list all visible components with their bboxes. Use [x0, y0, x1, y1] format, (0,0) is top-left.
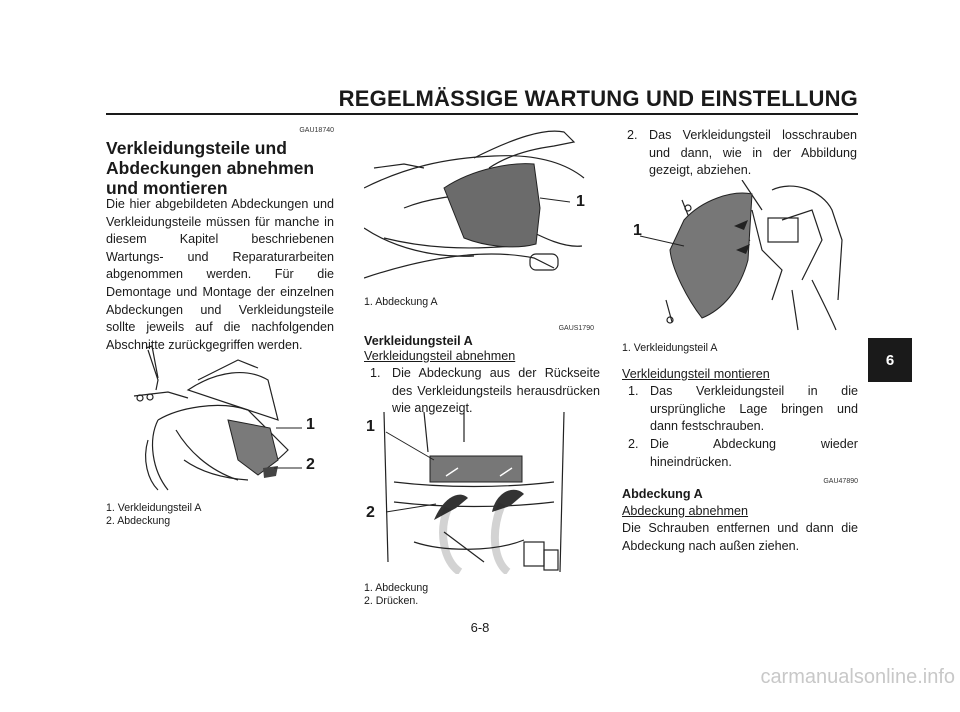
page-number: 6-8	[470, 620, 490, 635]
step-1	[628, 383, 858, 436]
callout-1: 1	[633, 222, 642, 239]
caption-line: 1. Abdeckung	[364, 582, 429, 594]
section-code: GAU18740	[299, 127, 334, 134]
step-text: Das Verkleidungsteil in die ursprüngliche Lage bringen und dann festschrauben.	[650, 384, 858, 434]
header-rule	[106, 113, 858, 115]
subheading: Abdeckung A	[622, 487, 703, 501]
figure-cover-a	[364, 128, 590, 286]
callout-1: 1	[576, 193, 585, 210]
figure-caption: 1. Abdeckung A	[364, 296, 438, 308]
step-2	[628, 436, 858, 471]
callout-1: 1	[366, 418, 375, 435]
page-header-title: REGELMÄSSIGE WARTUNG UND EINSTELLUNG	[338, 86, 858, 111]
subheading-underline: Verkleidungsteil montieren	[622, 367, 770, 381]
callout-1: 1	[306, 416, 315, 433]
figure-caption	[106, 502, 334, 528]
step-number: 1.	[370, 366, 381, 380]
caption-line: 1. Verkleidungsteil A	[106, 502, 202, 514]
step-1	[370, 365, 600, 418]
section-code: GAU47890	[823, 478, 858, 485]
step-text: Das Verkleidungsteil losschrauben und dann, wie in der Abbildung gezeigt, abziehen.	[649, 128, 857, 178]
subheading-underline: Verkleidungsteil abnehmen	[364, 349, 516, 363]
section-heading: Verkleidungsteile und Abdeckungen abnehmen und montieren	[106, 138, 315, 198]
step-text: Die Abdeckung wieder hineindrücken.	[650, 437, 858, 469]
callout-2: 2	[306, 456, 315, 473]
step-number: 2.	[627, 128, 638, 142]
section-body: Die Schrauben entfernen und dann die Abdeckung nach außen ziehen.	[622, 521, 858, 553]
caption-line: 2. Abdeckung	[106, 515, 171, 528]
caption-line: 2. Drücken.	[364, 595, 419, 608]
subheading-underline: Abdeckung abnehmen	[622, 504, 749, 518]
step-2	[627, 127, 857, 180]
figure-press-cover	[364, 412, 590, 574]
figure-caption	[364, 582, 594, 608]
section-code: GAUS1790	[558, 325, 594, 332]
figure-caption: 1. Verkleidungsteil A	[622, 342, 718, 354]
figure-remove-fairing	[622, 180, 858, 336]
figure-fairing-overview	[128, 340, 328, 498]
callout-2: 2	[366, 504, 375, 521]
watermark: carmanualsonline.info	[760, 666, 955, 688]
step-number: 2.	[628, 437, 639, 451]
step-text: Die Abdeckung aus der Rückseite des Verkleidungsteils herausdrücken wie angezeigt.	[392, 366, 600, 416]
chapter-tab[interactable]: 6	[868, 338, 912, 382]
subheading: Verkleidungsteil A	[364, 334, 473, 348]
step-number: 1.	[628, 384, 639, 398]
section-intro: Die hier abgebildeten Abdeckungen und Verkleidungsteile müssen für manche in diesem Kapitel beschriebenen Wartungs- und Reparaturarbeiten abgenommen werden. Für die Demontage und Montage der einzelnen Abdeckungen und Verkleidungsteile sollte jeweils auf die nachfolgenden Abschnitte zurückgegriffen werden.	[106, 197, 334, 352]
